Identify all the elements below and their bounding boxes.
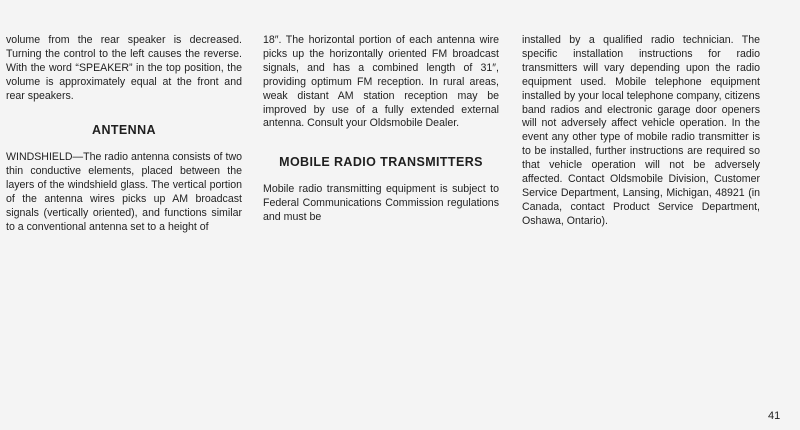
text-column-1: [6, 34, 242, 235]
text-column-2: [263, 34, 499, 225]
transmitters-paragraph: Mobile radio transmitting equipment is subject to Federal Communications Commission regulations and must be: [263, 183, 499, 224]
windshield-lead: WINDSHIELD—: [6, 151, 84, 164]
windshield-antenna-paragraph: [6, 151, 242, 234]
windshield-antenna-text: The radio antenna consists of two thin conductive elements, placed between the layers of the windshield glass. The vertical portion of the antenna wires picks up AM broadcast signals (vertically oriented), and functions similar to a conventional antenna set to a height of: [6, 151, 242, 233]
antenna-heading: ANTENNA: [92, 122, 156, 137]
speaker-volume-paragraph: volume from the rear speaker is decreased. Turning the control to the left causes the reverse. With the word “SPEAKER” in the top position, the volume is approximately equal at the front and rear speakers.: [6, 34, 242, 102]
text-column-3: [522, 34, 760, 229]
antenna-continued-paragraph: 18″. The horizontal portion of each antenna wire picks up the horizontally oriented FM broadcast signals, and has a combined length of 31″, providing optimum FM reception. In rural areas, weak distant AM station reception may be improved by use of a fully extended external antenna. Consult your Oldsmobile Dealer.: [263, 34, 499, 130]
page-number: 41: [768, 410, 781, 422]
transmitters-continued-paragraph: installed by a qualified radio technician. The specific installation instructions for radio transmitters will vary depending upon the radio equipment used. Mobile telephone equipment installed by your local telephone company, citizens band radios and electronic garage door openers will not adversely affect vehicle operation. In the event any other type of mobile radio transmitter is to be installed, further instructions are required so that vehicle operation will not be adversely affected. Contact Oldsmobile Division, Customer Service Department, Lansing, Michigan, 48921 (in Canada, contact Product Service Department, Oshawa, Ontario).: [522, 34, 760, 227]
mobile-radio-transmitters-heading: MOBILE RADIO TRANSMITTERS: [279, 155, 483, 170]
